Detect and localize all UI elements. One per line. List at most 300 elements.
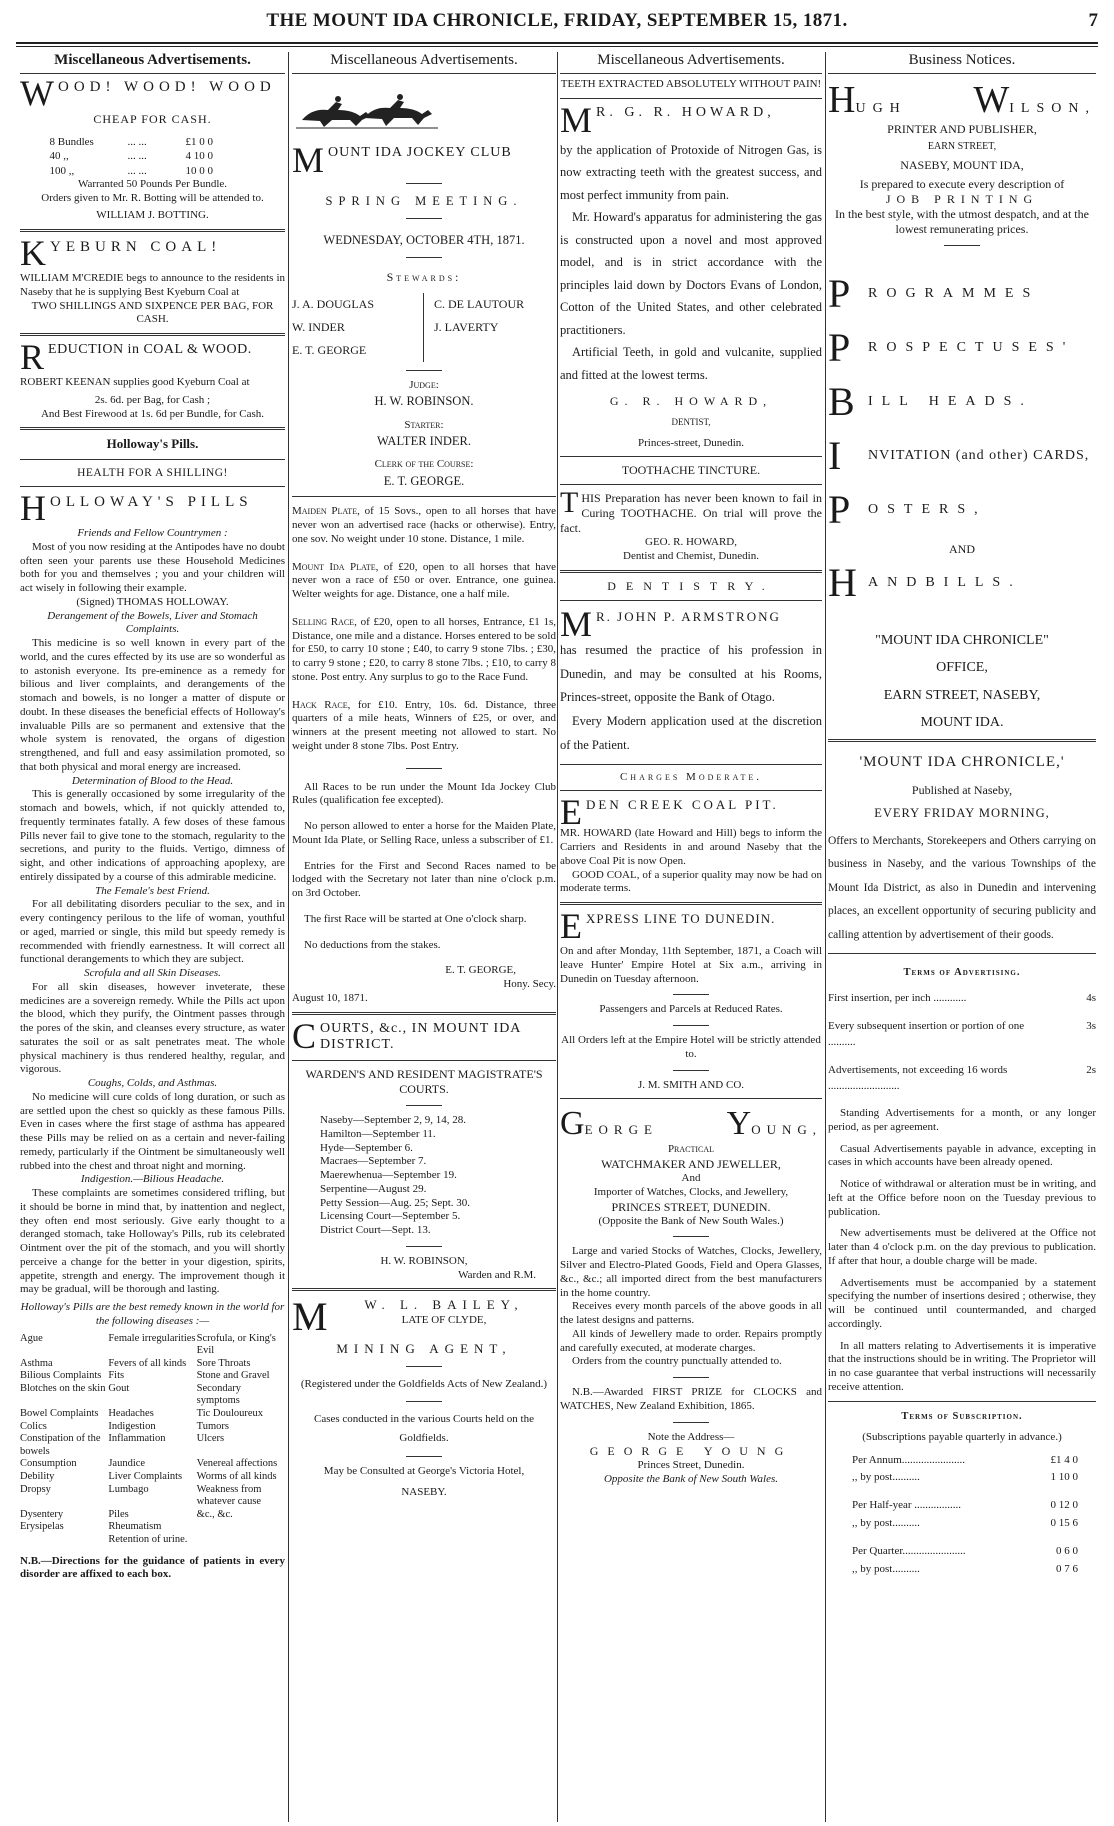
young-p1: Large and varied Stocks of Watches, Clocks, Jewellery, Silver and Electro-Plated Goods, Field and Opera Glasses, &c., &c.; all imported direct from the best manufacturers in the home country. [560,1245,822,1299]
courts-list [292,1114,556,1238]
express-p2: Passengers and Parcels at Reduced Rates. [599,1003,783,1016]
drop-cap: H [828,79,856,121]
courts-sub: WARDEN'S AND RESIDENT MAGISTRATE'S COURTS. [305,1067,543,1097]
race-name: Hack Race, [292,698,351,711]
subscription-label: Per Half-year ................. [852,1499,962,1512]
holloway-sub: The Female's best Friend. [95,884,210,897]
terms-p5: Advertisements must be accompanied by a statement specifying the number of insertions desired ; otherwise, they will be continued until countermanded, and charged accordingly. [828,1276,1096,1330]
club-meeting: SPRING MEETING. [325,194,523,208]
wood-note: Warranted 50 Pounds Per Bundle. [77,177,228,190]
printing-product [828,270,1096,316]
terms-sub-title: Terms of Subscription. [901,1410,1023,1422]
heading-word: EORGE [584,1122,658,1138]
masthead [16,6,1098,42]
kyeburn-heading: YEBURN COAL! [50,239,222,256]
kyeburn-advert [20,233,285,327]
drop-cap: M [292,140,325,180]
printing-products [828,270,1096,532]
ailment-item: Dropsy [20,1483,51,1495]
eden-p1: MR. HOWARD (late Howard and Hill) begs to inform the Carriers and Residents in and around Naseby that the above Coal Pit is now Open. [560,827,822,867]
race-entry [292,505,556,546]
column-4 [828,50,1096,1820]
holloway-advert [20,436,285,1582]
tincture-signature: GEO. R. HOWARD, [645,536,737,549]
price-dots: ... ... [127,164,147,177]
ailment-item: Fits [108,1370,125,1382]
drop-cap: P [828,324,851,370]
column-2 [292,50,556,1820]
wilson-street: EARN STREET, [927,141,997,152]
dentistry-advert [560,579,822,785]
heading-word: ILSON, [1009,101,1096,116]
chronicle-advert [828,754,1096,947]
terms-sub-note: (Subscriptions payable quarterly in advance.) [862,1430,1062,1443]
young-p2: Receives every month parcels of the above goods in all the latest designs and patterns. [560,1300,822,1326]
terms-row [828,1063,1096,1095]
young-heading [560,1105,822,1143]
young-opposite: (Opposite the Bank of New South Wales.) [598,1214,784,1227]
young-p4: Orders from the country punctually attended to. [572,1355,782,1368]
race-name: Selling Race, [292,615,357,628]
chronicle-title: 'MOUNT IDA CHRONICLE,' [859,753,1065,770]
ailment-item: Debility [20,1471,55,1483]
dentistry-title: DENTISTRY. [607,578,775,593]
wilson-role: PRINTER AND PUBLISHER, [887,122,1037,136]
wood-advert [20,73,285,223]
column-header: Miscellaneous Advertisements. [292,50,556,74]
holloway-title: Holloway's Pills. [106,436,199,452]
howard-role: DENTIST, [671,417,711,428]
subscription-label: ,, by post.......... [852,1517,920,1530]
holloway-sub: Determination of Blood to the Head. [71,774,234,787]
terms-row [828,991,1096,1007]
ailment-item: Piles [108,1508,129,1520]
terms-p1: Standing Advertisements for a month, or any longer period, as per agreement. [828,1107,1096,1133]
ailment-item: Fevers of all kinds [108,1357,187,1369]
wood-heading: OOD! WOOD! WOOD [57,79,276,95]
newspaper-title: THE MOUNT IDA CHRONICLE, FRIDAY, SEPTEMBER 15, 1871. [266,10,848,31]
ailment-item: &c., &c. [196,1508,233,1520]
tincture-advert [560,463,822,564]
ailment-item: Indigestion [108,1420,156,1432]
young-advert [560,1105,822,1487]
young-trade: WATCHMAKER AND JEWELLER, [601,1157,781,1171]
tincture-role: Dentist and Chemist, Dunedin. [623,550,759,562]
race-text: of 15 Sovs., open to all horses that have never won an advertised race (hacks or otherwise). Entry, one sov. No weight under 10 stone. Distance, 1 mile. [292,505,556,545]
race-rules [292,781,556,953]
heading-word: OUNG, [751,1122,822,1138]
stewards-list [292,293,556,361]
race-text: of £20, open to all horses, Entrance, £1 1s, Distance, one mile and a distance. Horses entered to be sold for £50, to carry 10 stone ; £40, to carry 9 stone 7lbs. ; £30, to carry 9 stone ; £20, to carry 8 stone 7lbs. ; £10, to carry 8 stone. Post entry. Any surplus to go to the Race Fund. [292,615,556,683]
judge-name: H. W. ROBINSON. [374,394,474,409]
courts-advert [292,1015,556,1283]
drop-cap: W [20,73,54,113]
drop-cap: T [560,486,579,520]
ailment-item [197,1534,285,1547]
heading-word: UGH [855,101,907,116]
chronicle-pub: Published at Naseby, [911,782,1013,797]
ailment-item: Ague [20,1332,43,1344]
steward: E. T. GEORGE [292,339,424,362]
courts-heading: OURTS, &c., IN MOUNT IDA DISTRICT. [320,1020,521,1053]
steward: C. DE LAUTOUR [434,297,525,312]
price-qty: 100 ,, [49,164,75,177]
young-practical: Practical [667,1143,715,1156]
and-word: AND [949,541,975,556]
subscription-price: 1 10 0 [1050,1471,1078,1484]
holloway-sub: Indigestion.—Bilious Headache. [80,1173,225,1186]
drop-cap: H [828,559,857,605]
terms-label: First insertion, per inch ............ [828,992,967,1005]
steward [424,339,556,362]
ailment-item: Worms of all kinds [196,1471,277,1483]
race-entry [292,616,556,685]
ailment-item: Venereal affections [196,1458,278,1470]
ailment-item: Tic Douloureux [196,1408,264,1420]
racehorse-illustration [292,90,442,130]
wilson-advert [828,78,1096,237]
court-date: Macraes—September 7. [320,1155,427,1168]
reduction-text: ROBERT KEENAN supplies good Kyeburn Coal at [20,376,250,389]
howard-signature: G. R. HOWARD, [609,394,773,409]
holloway-footer: N.B.—Directions for the guidance of patients in every disorder are affixed to each box. [20,1554,285,1581]
race-entry [292,561,556,602]
price-dots: ... ... [127,150,147,163]
dentistry-heading: R. JOHN P. ARMSTRONG [596,608,781,624]
product-rest: NVITATION (and other) CARDS, [868,447,1090,463]
ailment-item: Secondary symptoms [196,1382,241,1407]
column-header: Miscellaneous Advertisements. [20,50,285,74]
subscription-row [852,1470,1078,1486]
bailey-consult: May be Consulted at George's Victoria Hotel, [323,1464,525,1477]
race-list [292,505,556,753]
starter-label: Starter: [404,418,444,431]
express-heading: XPRESS LINE TO DUNEDIN. [586,911,776,926]
ailment-item: Bilious Complaints [20,1370,102,1382]
drop-cap: E [560,792,582,833]
young-opposite-2: Opposite the Bank of New South Wales. [603,1473,779,1485]
holloway-p6: No medicine will cure colds of long duration, or such as are settled upon the chest so quickly as these famous Pills. Even in cases where the first stage of asthma has appeared these Pills may be relied on as a certain and never-failing remedy, particularly if the Ointment be simultaneously well rubbed into the chest and throat night and morning. [20,1090,285,1172]
bailey-line2: LATE OF CLYDE, [401,1313,487,1326]
subscription-label: ,, by post.......... [852,1471,920,1484]
kyeburn-text: WILLIAM M'CREDIE begs to announce to the residents in Naseby that he is supplying Best Kyeburn Coal at [20,272,285,298]
subscription-price: 0 7 6 [1056,1563,1078,1576]
subscription-row [852,1453,1078,1469]
court-date: Maerewhenua—September 19. [320,1169,457,1182]
bailey-line3: MINING AGENT, [336,1341,512,1357]
terms-subscription [828,1410,1096,1579]
express-p1: On and after Monday, 11th September, 1871, a Coach will leave Hunter' Empire Hotel at Six a.m., arriving in Dunedin on Tuesday afternoon. [560,945,822,985]
price-value: 10 0 0 [185,164,213,177]
clerk-name: E. T. GEORGE. [383,474,465,489]
chronicle-text: Offers to Merchants, Storekeepers and Others carrying on business in Naseby, and the various Townships of the Mount Ida District, as also in Dunedin and intervening places, an excellent opportunity of securing publicity and calling attention by advertisement of their goods. [828,834,1096,941]
court-date: Hyde—September 6. [320,1141,413,1154]
column-divider [288,52,289,1822]
reduction-heading: EDUCTION in COAL & WOOD. [48,342,252,358]
ailment-item: Ulcers [196,1433,225,1445]
terms-value: 3s [1086,1020,1096,1033]
column-header: Miscellaneous Advertisements. [560,50,822,74]
terms-advertising [828,966,1096,1394]
subscription-price: £1 4 0 [1050,1453,1078,1466]
ailments-list [20,1333,285,1547]
price-value: 4 10 0 [185,150,213,163]
terms-adv-title: Terms of Advertising. [903,967,1021,979]
howard-address: Princes-street, Dunedin. [638,436,744,449]
subscription-price: 0 15 6 [1050,1517,1078,1530]
drop-cap: I [828,432,842,478]
terms-p3: Notice of withdrawal or alteration must be in writing, and left at the Office before noon on the Tuesday previous to publication. [828,1178,1096,1218]
drop-cap: R [20,337,45,378]
ailment-item: Consumption [20,1458,77,1470]
drop-cap: H [20,488,46,529]
price-dots: ... ... [127,136,147,148]
young-nb: N.B.—Awarded FIRST PRIZE for CLOCKS and WATCHES, New Zealand Exhibition, 1865. [560,1386,822,1412]
race-text: of £20, open to all horses that have never won a race of £50 or over. Entrance, one guinea. Welter weights for age. Distance, one a half mile. [292,560,556,601]
column-divider [557,52,558,1822]
bailey-cases: Cases conducted in the various Courts held on the Goldfields. [314,1413,534,1444]
terms-value: 2s [1086,1064,1096,1077]
price-qty: 8 Bundles [49,136,94,148]
ailment-item: Tumors [196,1420,229,1432]
subscription-row [852,1544,1078,1560]
court-date: Licensing Court—September 5. [320,1210,461,1223]
wilson-p2: In the best style, with the utmost despatch, and at the lowest remunerating prices. [835,206,1089,236]
ailment-item: Inflammation [108,1433,166,1445]
steward: J. A. DOUGLAS [292,293,424,316]
young-note: Note the Address— [647,1430,735,1443]
starter-name: WALTER INDER. [377,434,471,449]
holloway-p1: Most of you now residing at the Antipodes have no doubt often seen your parents use these Household Medicines both for you and themselves ; you and your children will act wisely in following their example. [20,540,285,595]
wood-orders: Orders given to Mr. R. Botting will be attended to. [41,191,264,204]
product-rest: OSTERS, [868,501,987,517]
office-line3: EARN STREET, NASEBY, [883,687,1041,703]
column-divider [825,52,826,1822]
race-rule: The first Race will be started at One o'clock sharp. [304,912,527,925]
club-date: WEDNESDAY, OCTOBER 4TH, 1871. [323,233,525,248]
printing-product [828,324,1096,370]
bailey-line1: W. L. BAILEY, [364,1297,524,1313]
ailment-item: Jaundice [108,1458,146,1470]
young-importer: Importer of Watches, Clocks, and Jewellery, [593,1185,789,1198]
ailment-item: Scrofula, or King's Evil [196,1332,276,1357]
terms-p2: Casual Advertisements payable in advance, excepting in cases in which accounts have been already opened. [828,1142,1096,1169]
steward: J. LAVERTY [434,320,499,335]
dentistry-p1: has resumed the practice of his profession in Dunedin, and may be consulted at his Rooms, Princes-street, opposite the Bank of Otago. [560,642,822,705]
wood-sub: CHEAP FOR CASH. [93,112,212,126]
drop-cap: B [828,378,855,424]
product-rest: ANDBILLS. [868,574,1022,590]
ailment-item: Colics [20,1420,47,1432]
express-signature: J. M. SMITH AND CO. [637,1078,745,1091]
holloway-sub: Scrofula and all Skin Diseases. [84,967,221,980]
secretary-name: E. T. GEORGE, [445,964,516,977]
column-header: Business Notices. [828,50,1096,74]
page-number: 7 [1088,10,1098,31]
bailey-reg: (Registered under the Goldfields Acts of New Zealand.) [300,1377,548,1390]
ailment-item: Bowel Complaints [20,1408,99,1420]
terms-p4: New advertisements must be delivered at the Office not later than 4 o'clock p.m. on the day previous to publication. If after that hour, a double charge will be made. [828,1227,1096,1267]
ailment-item: Rheumatism [108,1521,162,1533]
terms-label: Advertisements, not exceeding 16 words .......................... [828,1064,1008,1093]
eden-advert [560,792,822,896]
howard-heading: R. G. R. HOWARD, [596,104,775,120]
race-rule: Entries for the First and Second Races named to be lodged with the Secretary not later than nine o'clock p.m. on 3rd October. [292,859,556,900]
drop-cap: M [292,1294,328,1340]
court-date: Hamilton—September 11. [320,1127,436,1140]
ailment-item: Gout [108,1382,130,1394]
courts-signer: H. W. ROBINSON, [380,1254,468,1267]
holloway-p5: For all skin diseases, however inveterate, these medicines are a sovereign remedy. While the Pills act upon the blood, which they purify, the Ointment passes through the pores of the skin, and cleanses every structure, as water saturates the soil or as salt penetrates meat. The whole physical machinery is thus rendered healthy, regular, and vigorous. [20,980,285,1076]
holloway-heading: OLLOWAY'S PILLS [50,494,253,511]
ailment-item [20,1534,108,1547]
secretary-date: August 10, 1871. [292,991,368,1004]
drop-cap: M [560,603,593,644]
reduction-advert [20,337,285,421]
race-rule: No deductions from the stakes. [304,938,441,951]
club-heading: OUNT IDA JOCKEY CLUB [328,145,512,160]
court-date: Petty Session—Aug. 25; Sept. 30. [320,1196,471,1209]
ailment-item: Dysentery [20,1508,64,1520]
holloway-signed: (Signed) THOMAS HOLLOWAY. [76,595,229,608]
young-address: Princes Street, Dunedin. [637,1459,745,1472]
race-name: Maiden Plate, [292,505,360,518]
chronicle-day: EVERY FRIDAY MORNING, [874,805,1050,820]
kyeburn-price: TWO SHILLINGS AND SIXPENCE PER BAG, FOR CASH. [31,299,274,326]
howard-p1: by the application of Protoxide of Nitrogen Gas, is now extracting teeth with the greatest success, and most perfect immunity from pain. [560,142,822,202]
secretary-title: Hony. Secy. [503,978,556,991]
eden-p2: GOOD COAL, of a superior quality may now be had on moderate terms. [560,868,822,895]
holloway-p2: This medicine is so well known in every part of the world, and the cures effected by its use are so wonderful as to astonish everyone. Its pre-eminence as a remedy for bilious and liver complaints, and derangements of the stomach and bowels, is no longer a matter of dispute or doubt. In these diseases the beneficial effects of Holloway's invaluable Pills are so permanent and extensive that the whole system is renovated, the organs of digestion strengthened, and full and easy assimilation promoted, so that both physical and moral energy are increased. [20,637,285,773]
price-qty: 40 ,, [49,150,69,163]
ailment-item: Blotches on the skin [20,1382,106,1394]
holloway-sub: Derangement of the Bowels, Liver and Stomach Complaints. [47,609,258,636]
subscription-row [852,1562,1078,1578]
ailment-item: Liver Complaints [108,1471,183,1483]
wilson-job: JOB PRINTING [885,191,1039,206]
drop-cap: M [560,99,593,140]
clerk-label: Clerk of the Course: [374,458,474,471]
subscription-row [852,1498,1078,1514]
race-rule: No person allowed to enter a horse for the Maiden Plate, Mount Ida Plate, or Selling Race, unless a subscriber of £1. [292,820,556,846]
ailment-item: Constipation of the bowels [20,1433,101,1457]
ailment-item: Female irregularities [108,1332,196,1344]
judge-label: Judge: [409,378,439,391]
reduction-firewood: And Best Firewood at 1s. 6d per Bundle, for Cash. [40,407,265,420]
race-text: for £10. Entry, 10s. 6d. Distance, three quarters of a mile heats, Winners of £25, or over, and winners at the present meeting not allowed to start. No weight under 8 stone 7lbs. Post Entry. [292,698,556,752]
ailment-item: Lumbago [108,1483,149,1495]
subscription-row [852,1516,1078,1532]
holloway-sub: Coughs, Colds, and Asthmas. [87,1077,218,1090]
price-value: £1 0 0 [185,136,213,148]
bailey-place: NASEBY. [401,1486,447,1499]
jockey-club-advert [292,140,556,1006]
wilson-town: NASEBY, MOUNT IDA, [900,157,1024,172]
race-rule: All Races to be run under the Mount Ida Jockey Club Rules (qualification fee excepted). [292,780,556,807]
masthead-rule-thin [16,46,1098,47]
stewards-label: Stewards: [386,270,462,285]
wilson-p1: Is prepared to execute every description of [859,176,1065,191]
ailment-item: Retention of urine. [108,1534,188,1546]
bailey-advert [292,1294,556,1500]
drop-cap: G [560,1105,585,1143]
product-rest: ROGRAMMES [868,285,1040,301]
subscription-label: Per Annum....................... [852,1453,966,1466]
howard-p2: Mr. Howard's apparatus for administering the gas is constructed upon a novel and most approved model, and is in strict accordance with the principles laid down by Doctors Evans of London, Cotton of the United States, and other celebrated practitioners. [560,210,822,337]
howard-advert [560,99,822,451]
drop-cap: K [20,233,46,274]
terms-p6: In all matters relating to Advertisements it is imperative that the instructions should be in writing. The Proprietor will in no case guarantee that verbal instructions will necessarily receive attention. [828,1339,1096,1393]
ailment-item: Weakness from whatever cause [196,1483,262,1508]
column-3 [560,50,822,1820]
ailment-item: Stone and Gravel [196,1370,270,1382]
office-line4: MOUNT IDA. [920,715,1004,731]
product-rest: ILL HEADS. [868,393,1033,409]
court-date: Naseby—September 2, 9, 14, 28. [320,1114,467,1127]
wood-signature: WILLIAM J. BOTTING. [96,209,209,222]
howard-p3: Artificial Teeth, in gold and vulcanite, supplied and fitted at the lowest terms. [560,345,822,382]
subscription-price: 0 12 0 [1050,1499,1078,1512]
holloway-health: HEALTH FOR A SHILLING! [77,466,228,479]
race-entry [292,699,556,754]
printing-product [828,432,1096,478]
race-name: Mount Ida Plate, [292,560,379,573]
drop-cap: P [828,486,851,532]
holloway-p4: For all debilitating disorders peculiar to the sex, and in every contingency perilous to the life of woman, youthful or aged, married or single, this mild but speedy remedy is recommended with friendly earnestness. It will correct all functional derangements to which they are subject. [20,898,285,966]
teeth-title: TEETH EXTRACTED ABSOLUTELY WITHOUT PAIN! [560,78,822,90]
young-name: GEORGE YOUNG [589,1444,793,1459]
tincture-title: TOOTHACHE TINCTURE. [621,463,761,478]
ailment-item [197,1521,285,1534]
holloway-p3: This is generally occasioned by some irregularity of the stomach and bowels, which, if not quickly attended to, frequently terminates fatally. A few doses of these famous Pills never fail to give tone to the stomach, regularity to the secretions, and purity to the fluids. Vertigo, dimness of sight, and other indications of approaching apoplexy, are entirely dissipated by a course of this admirable medicine. [20,788,285,883]
product-rest: ROSPECTUSES' [868,339,1075,355]
drop-cap: W [973,79,1010,121]
terms-label: Every subsequent insertion or portion of one .......... [828,1020,1025,1049]
ailment-item: Sore Throats [196,1357,251,1369]
young-p3: All kinds of Jewellery made to order. Repairs promptly and carefully executed, at moderate charges. [560,1327,822,1354]
courts-signer-title: Warden and R.M. [458,1268,536,1281]
column-1 [20,50,285,1820]
subscription-rates [828,1453,1096,1579]
drop-cap: C [292,1015,317,1056]
drop-cap: Y [726,1105,752,1143]
holloway-p7: These complaints are sometimes considered trifling, but it should be borne in mind that, by inattention and neglect, they often end most seriously. Give early thought to a deranged stomach, take Holloway's Pills, rub its celebrated Ointment over the pit of the stomach, and you will shortly perceive a change for the better in your digestion, spirits, appetite, strength and energy. The improvement though it may be gradual, will be thorough and lasting. [20,1187,285,1296]
terms-value: 4s [1086,992,1096,1005]
tincture-text: HIS Preparation has never been known to fail in Curing TOOTHACHE. On trial will prove the fact. [560,491,822,536]
subscription-label: ,, by post.......... [852,1563,920,1576]
dentistry-charges: Charges Moderate. [619,770,763,783]
steward: W. INDER [292,316,424,339]
reduction-price: 2s. 6d. per Bag, for Cash ; [94,393,211,406]
court-date: District Court—Sept. 13. [320,1224,431,1237]
express-advert [560,906,822,1092]
ailment-item: Headaches [108,1408,154,1420]
masthead-rule [16,42,1098,44]
court-date: Serpentine—August 29. [320,1182,427,1195]
eden-heading: DEN CREEK COAL PIT. [586,797,779,813]
holloway-list-head: Holloway's Pills are the best remedy known in the world for the following diseases :— [20,1301,285,1327]
printing-product [828,486,1096,532]
drop-cap: P [828,270,851,316]
terms-row [828,1019,1096,1051]
product-handbills [828,559,1096,605]
subscription-price: 0 6 0 [1056,1545,1078,1558]
express-p3: All Orders left at the Empire Hotel will be strictly attended to. [561,1034,821,1060]
office-line1: "MOUNT IDA CHRONICLE" [875,632,1049,648]
young-street: PRINCES STREET, DUNEDIN. [611,1199,771,1214]
young-and: And [681,1172,701,1184]
wood-prices [20,135,285,178]
